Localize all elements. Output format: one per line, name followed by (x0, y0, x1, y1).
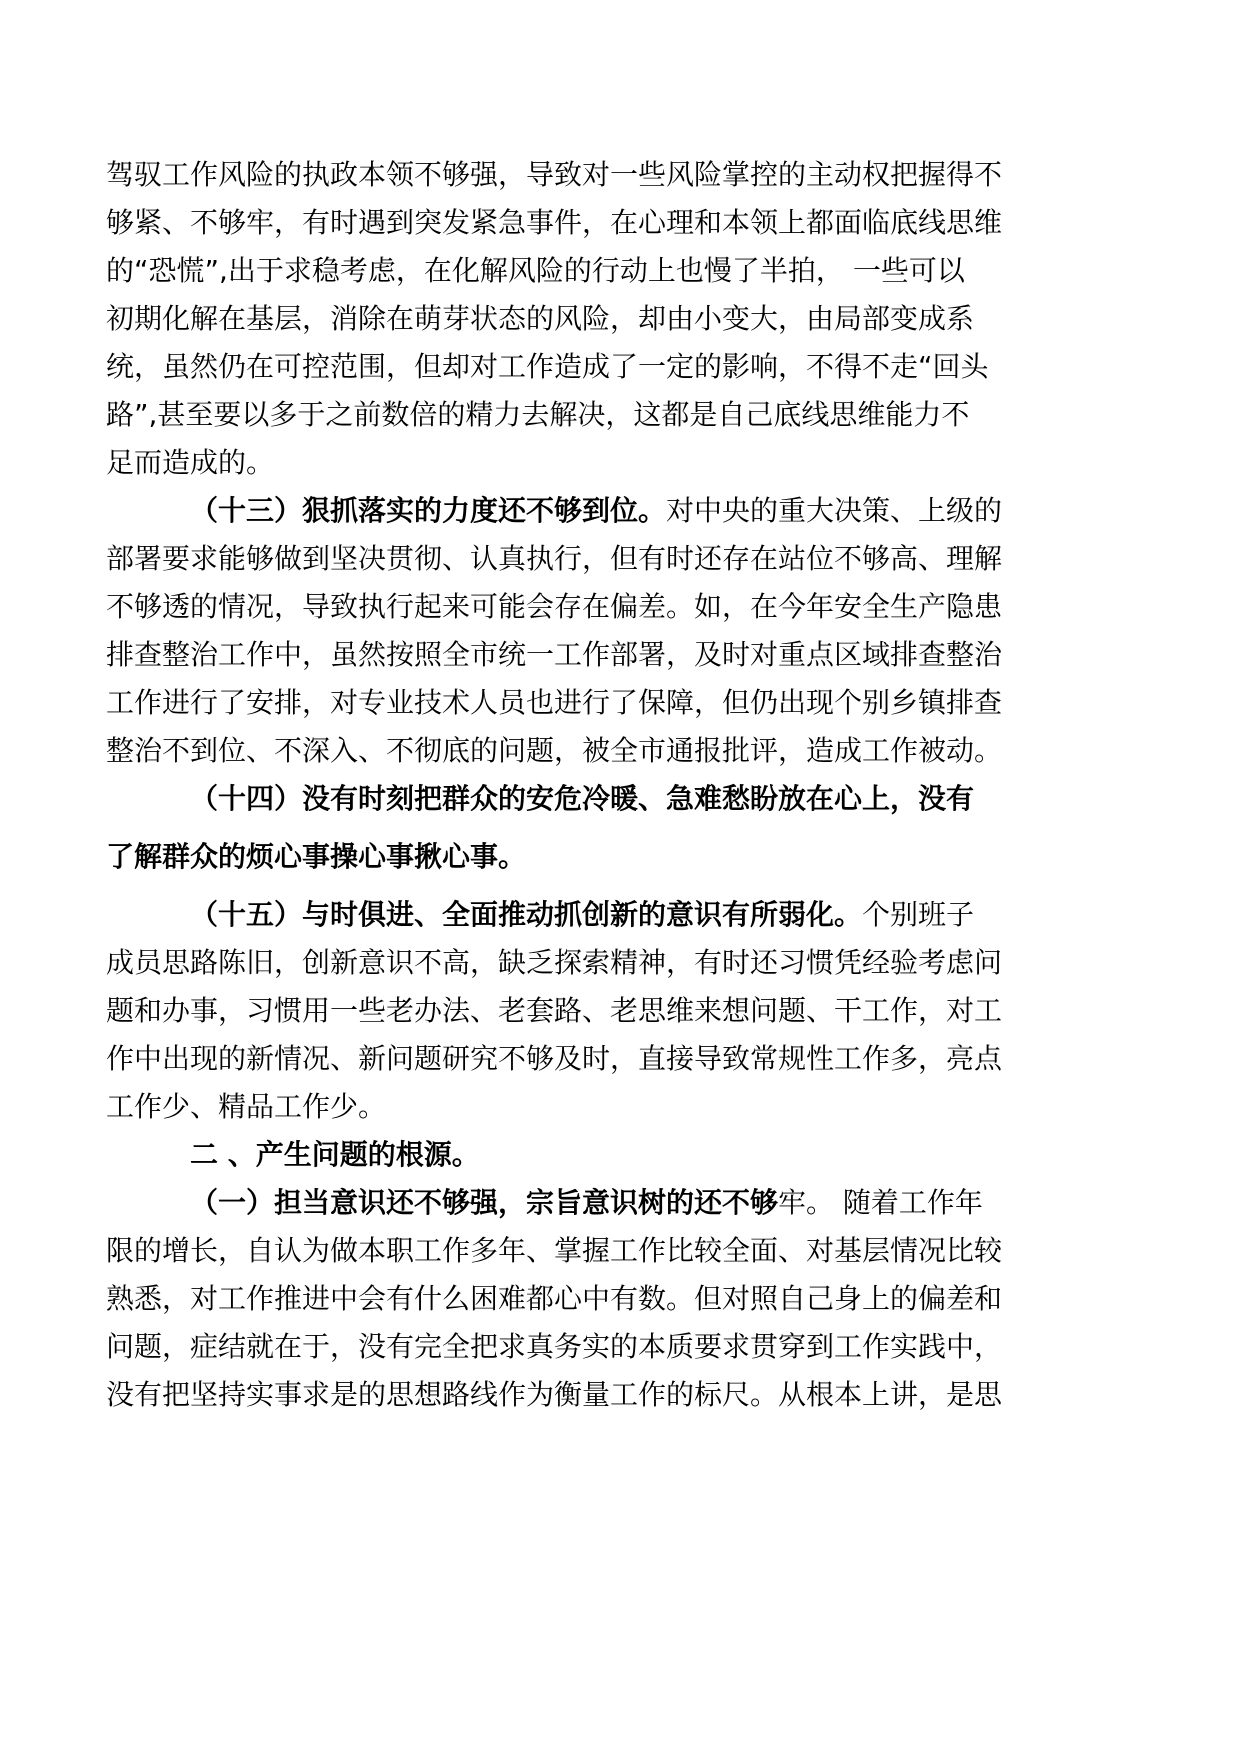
text-segment: 工作进行了安排，对专业技术人员也进行了保障，但仍出现个别乡镇排查 (106, 686, 1003, 719)
text-line (106, 638, 1126, 686)
text-segment: 排查整治工作中，虽然按照全市统一工作部署，及时对重点区域排查整治 (106, 638, 1003, 671)
text-line (106, 446, 1126, 494)
text-segment: 成员思路陈旧，创新意识不高，缺乏探索精神，有时还习惯凭经验考虑问 (106, 946, 1003, 979)
text-line (106, 206, 1126, 254)
text-segment: 熟悉，对工作推进中会有什么困难都心中有数。但对照自己身上的偏差和 (106, 1282, 1003, 1315)
section-heading-13 (106, 494, 1126, 542)
text-line (106, 590, 1126, 638)
section-heading-text: （十五）与时俱进、全面推动抓创新的意识有所弱化。 (190, 898, 863, 931)
text-line (106, 158, 1126, 206)
chapter-heading-text: 二 、产生问题的根源。 (190, 1138, 480, 1171)
text-line (106, 254, 1126, 302)
text-segment: 统，虽然仍在可控范围，但却对工作造成了一定的影响，不得不走“回头 (106, 350, 989, 383)
text-line (106, 1282, 1126, 1330)
text-segment: 路”,甚至要以多于之前数倍的精力去解决，这都是自己底线思维能力不 (106, 398, 970, 431)
text-segment: 整治不到位、不深入、不彻底的问题，被全市通报批评，造成工作被动。 (106, 734, 1003, 767)
text-segment: 够紧、不够牢，有时遇到突发紧急事件，在心理和本领上都面临底线思维 (106, 206, 1003, 239)
text-line (106, 398, 1126, 446)
text-segment: 没有把坚持实事求是的思想路线作为衡量工作的标尺。从根本上讲，是思 (106, 1378, 1003, 1411)
section-heading-15 (106, 898, 1126, 946)
section-heading-14 (106, 782, 1126, 840)
text-segment: 题和办事，习惯用一些老办法、老套路、老思维来想问题、干工作，对工 (106, 994, 1003, 1027)
text-segment: 工作少、精品工作少。 (106, 1090, 387, 1123)
text-line (106, 946, 1126, 994)
document-body (106, 158, 1126, 1426)
text-line (106, 1042, 1126, 1090)
text-line (106, 1378, 1126, 1426)
text-segment: 对中央的重大决策、上级的 (666, 494, 1003, 527)
text-line (106, 840, 1126, 898)
section-heading-text: （十四）没有时刻把群众的安危冷暖、急难愁盼放在心上，没有 (190, 782, 975, 815)
text-segment: 问题，症结就在于，没有完全把求真务实的本质要求贯穿到工作实践中， (106, 1330, 1003, 1363)
text-segment: 部署要求能够做到坚决贯彻、认真执行，但有时还存在站位不够高、理解 (106, 542, 1003, 575)
text-line (106, 350, 1126, 398)
chapter-heading (106, 1138, 1126, 1186)
text-segment: 个别班子 (862, 898, 975, 931)
text-line (106, 686, 1126, 734)
text-line (106, 1330, 1126, 1378)
text-line (106, 542, 1126, 590)
text-segment: 不够透的情况，导致执行起来可能会存在偏差。如，在今年安全生产隐患 (106, 590, 1003, 623)
section-heading-1 (106, 1186, 1126, 1234)
text-segment: 驾驭工作风险的执政本领不够强，导致对一些风险掌控的主动权把握得不 (106, 158, 1003, 191)
section-heading-text: （一）担当意识还不够强，宗旨意识树的还不够 (190, 1186, 779, 1219)
text-line (106, 1234, 1126, 1282)
text-line (106, 734, 1126, 782)
text-segment: 作中出现的新情况、新问题研究不够及时，直接导致常规性工作多，亮点 (106, 1042, 1003, 1075)
text-segment: 的“恐慌”,出于求稳考虑，在化解风险的行动上也慢了半拍， 一些可以 (106, 254, 965, 287)
text-segment: 足而造成的。 (106, 446, 275, 479)
text-segment: 限的增长，自认为做本职工作多年、掌握工作比较全面、对基层情况比较 (106, 1234, 1003, 1267)
text-segment: 牢。 随着工作年 (778, 1186, 983, 1219)
text-line (106, 302, 1126, 350)
text-segment: 初期化解在基层，消除在萌芽状态的风险，却由小变大，由局部变成系 (106, 302, 975, 335)
section-heading-text: （十三）狠抓落实的力度还不够到位。 (190, 494, 667, 527)
text-line (106, 994, 1126, 1042)
text-line (106, 1090, 1126, 1138)
section-heading-text: 了解群众的烦心事操心事揪心事。 (106, 840, 527, 873)
